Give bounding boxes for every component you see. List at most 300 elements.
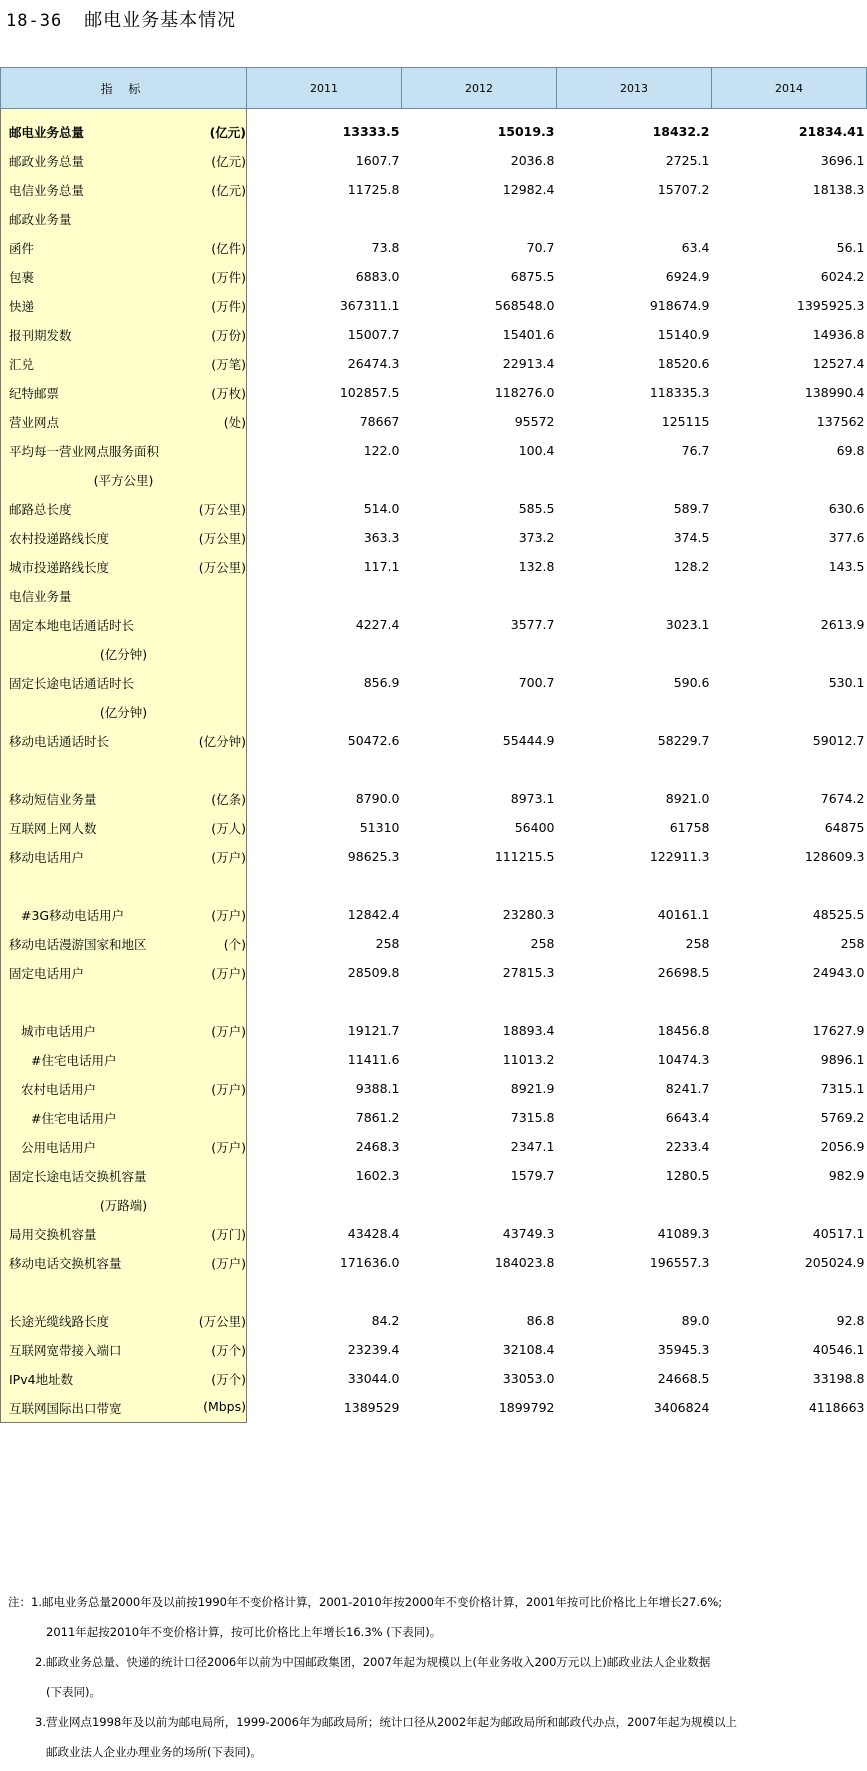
row-label [1,175,247,204]
row-name: 农村电话用户 [21,1081,97,1097]
value-cell: 43749.3 [502,1226,555,1241]
value-cell: 3577.7 [510,617,555,632]
value-cell: 9388.1 [355,1081,400,1096]
row-label [1,1335,247,1364]
value-cell [712,987,867,1016]
value-cell: 2613.9 [820,617,865,632]
value-cell: 89.0 [681,1313,710,1328]
value-cell [402,1277,557,1306]
row-label [1,958,247,987]
value-cell: 258 [530,936,555,951]
value-cell [712,1190,867,1219]
row-label [1,349,247,378]
row-label [1,1045,247,1074]
value-cell: 4118663 [808,1400,865,1416]
row-name: 邮路总长度 [9,501,72,517]
row-label [1,697,247,726]
table-row [1,871,867,900]
value-cell: 982.9 [828,1168,865,1183]
row-label [1,784,247,813]
value-cell: 70.7 [526,240,555,255]
value-cell: 4227.4 [355,617,400,632]
table-row [1,1277,867,1306]
value-cell: 171636.0 [339,1255,400,1270]
table-row [1,1074,867,1103]
table-row [1,610,867,639]
row-unit: (亿条) [211,791,246,807]
row-label [1,204,247,233]
value-cell: 7315.1 [820,1081,865,1096]
value-cell: 84.2 [371,1313,400,1328]
table-row [1,1016,867,1045]
value-cell: 63.4 [681,240,710,255]
value-cell [247,871,402,900]
value-cell: 69.8 [836,443,865,458]
table-row [1,494,867,523]
value-cell: 9896.1 [820,1052,865,1067]
row-unit: (处) [223,414,246,430]
value-cell: 2056.9 [820,1139,865,1154]
row-label [1,668,247,697]
row-unit: (万户) [211,849,246,865]
value-cell [402,871,557,900]
value-cell: 530.1 [828,675,865,690]
table-row [1,755,867,784]
row-name: 固定电话用户 [9,965,85,981]
row-label [1,1277,247,1306]
table-row [1,1219,867,1248]
row-name: 移动短信业务量 [9,791,97,807]
row-label [1,407,247,436]
row-label [1,320,247,349]
value-cell [557,639,712,668]
row-label [1,465,247,494]
row-label [1,523,247,552]
row-label [1,1306,247,1335]
value-cell: 11725.8 [347,182,400,197]
value-cell [402,581,557,610]
value-cell: 18456.8 [657,1023,710,1038]
row-label [1,639,247,668]
header-year: 2013 [557,68,712,109]
table-row [1,320,867,349]
row-label [1,1219,247,1248]
value-cell: 1389529 [343,1400,400,1416]
value-cell: 11013.2 [502,1052,555,1067]
value-cell: 6883.0 [355,269,400,284]
value-cell [402,697,557,726]
row-label [1,581,247,610]
row-label [1,436,247,465]
row-name: 快递 [9,298,35,314]
value-cell: 50472.6 [347,733,400,748]
value-cell: 43428.4 [347,1226,400,1241]
row-name: 移动电话通话时长 [9,733,110,749]
row-label [1,146,247,175]
value-cell: 374.5 [673,530,710,545]
footnote-line: 注：1.邮电业务总量2000年及以前按1990年不变价格计算，2001-2010年按2000年不变价格计算，2001年按可比价格比上年增长27.6%; [8,1595,723,1609]
row-unit: (Mbps) [203,1398,246,1414]
value-cell: 258 [685,936,710,951]
row-label [1,1132,247,1161]
value-cell: 1579.7 [510,1168,555,1183]
value-cell [712,1277,867,1306]
row-name: 包裹 [9,269,35,285]
value-cell: 73.8 [371,240,400,255]
row-name: 邮政业务总量 [9,153,85,169]
row-unit: (万个) [211,1371,246,1387]
row-label [1,610,247,639]
value-cell: 28509.8 [347,965,400,980]
row-unit: (亿元) [211,153,246,169]
value-cell: 51310 [359,820,400,835]
footnote-line: 邮政业法人企业办理业务的场所(下表同)。 [46,1745,262,1759]
value-cell: 55444.9 [502,733,555,748]
table-body [1,109,867,1423]
value-cell: 24668.5 [657,1371,710,1386]
table-row [1,349,867,378]
table-row [1,639,867,668]
row-unit: (亿元) [209,124,246,140]
value-cell: 8241.7 [665,1081,710,1096]
value-cell: 373.2 [518,530,555,545]
value-cell: 258 [840,936,865,951]
row-unit: (万公里) [198,501,246,517]
value-cell [557,697,712,726]
value-cell: 2233.4 [665,1139,710,1154]
value-cell: 6924.9 [665,269,710,284]
value-cell: 132.8 [518,559,555,574]
row-name: 营业网点 [9,414,60,430]
value-cell [557,755,712,784]
value-cell: 11411.6 [347,1052,400,1067]
row-label [1,233,247,262]
value-cell: 1395925.3 [796,298,865,313]
row-name: 纪特邮票 [9,385,60,401]
value-cell [402,1190,557,1219]
value-cell: 590.6 [673,675,710,690]
value-cell: 92.8 [836,1313,865,1328]
value-cell [557,871,712,900]
table-row [1,262,867,291]
row-label [1,109,247,147]
table-row [1,929,867,958]
value-cell [712,465,867,494]
row-unit: (万人) [211,820,246,836]
value-cell: 3406824 [653,1400,710,1416]
value-cell: 26698.5 [657,965,710,980]
value-cell: 630.6 [828,501,865,516]
row-name: 城市投递路线长度 [9,559,110,575]
row-unit: (万件) [211,269,246,285]
value-cell: 17627.9 [812,1023,865,1038]
value-cell: 1602.3 [355,1168,400,1183]
footnote-line: 2.邮政业务总量、快递的统计口径2006年以前为中国邮政集团，2007年起为规模以上(年业务收入200万元以上)邮政业法人企业数据 [35,1655,711,1669]
table-row [1,958,867,987]
row-label [1,987,247,1016]
table-row [1,378,867,407]
table-title [6,6,236,32]
table-row [1,291,867,320]
table-row [1,1364,867,1393]
row-name: 移动电话交换机容量 [9,1255,122,1271]
row-label [1,1393,247,1423]
value-cell: 2725.1 [665,153,710,168]
row-name: 互联网国际出口带宽 [9,1400,122,1416]
header-year: 2014 [712,68,867,109]
value-cell [402,639,557,668]
row-label [1,1074,247,1103]
header-row [1,68,867,109]
value-cell: 24943.0 [812,965,865,980]
value-cell [402,204,557,233]
table-row [1,1393,867,1423]
value-cell: 76.7 [681,443,710,458]
row-name: 公用电话用户 [21,1139,97,1155]
value-cell: 514.0 [363,501,400,516]
row-label [1,871,247,900]
row-unit: (亿件) [211,240,246,256]
header-year: 2011 [247,68,402,109]
row-name: 农村投递路线长度 [9,530,110,546]
value-cell: 128609.3 [804,849,865,864]
table-number: 18-36 [6,11,63,31]
row-unit: (万笔) [211,356,246,372]
value-cell: 2036.8 [510,153,555,168]
row-name: 互联网上网人数 [9,820,97,836]
value-cell [247,755,402,784]
row-unit: (平方公里) [93,472,154,488]
value-cell: 122.0 [363,443,400,458]
value-cell: 40517.1 [812,1226,865,1241]
value-cell: 12982.4 [502,182,555,197]
value-cell: 26474.3 [347,356,400,371]
value-cell: 118335.3 [649,385,710,400]
footnotes [8,1587,858,1767]
value-cell: 18520.6 [657,356,710,371]
value-cell: 118276.0 [494,385,555,400]
row-unit: (万路端) [99,1197,148,1213]
value-cell: 56.1 [836,240,865,255]
value-cell: 3696.1 [820,153,865,168]
value-cell: 61758 [669,820,710,835]
row-unit: (万户) [211,1139,246,1155]
row-name: 邮电业务总量 [9,124,85,140]
value-cell: 7861.2 [355,1110,400,1125]
table-row [1,668,867,697]
row-label [1,813,247,842]
value-cell [402,987,557,1016]
row-unit: (万公里) [198,530,246,546]
value-cell: 8921.9 [510,1081,555,1096]
value-cell: 143.5 [828,559,865,574]
row-unit: (万户) [211,1081,246,1097]
value-cell: 1280.5 [665,1168,710,1183]
value-cell: 23280.3 [502,907,555,922]
row-label [1,929,247,958]
value-cell: 568548.0 [494,298,555,313]
value-cell: 14936.8 [812,327,865,342]
value-cell: 35945.3 [657,1342,710,1357]
header-year: 2012 [402,68,557,109]
value-cell: 700.7 [518,675,555,690]
table-row [1,813,867,842]
row-label [1,378,247,407]
value-cell: 138990.4 [804,385,865,400]
value-cell: 1607.7 [355,153,400,168]
value-cell: 125115 [661,414,710,429]
value-cell [712,871,867,900]
row-unit: (亿分钟) [99,646,148,662]
statistics-table [0,67,867,1423]
value-cell: 64875 [824,820,865,835]
row-label [1,262,247,291]
value-cell: 41089.3 [657,1226,710,1241]
table-row [1,842,867,871]
row-label [1,1016,247,1045]
row-label [1,1190,247,1219]
value-cell: 8973.1 [510,791,555,806]
footnote-line: 2011年起按2010年不变价格计算，按可比价格比上年增长16.3% (下表同)。 [46,1625,442,1639]
value-cell [712,755,867,784]
value-cell: 1899792 [498,1400,555,1416]
value-cell: 111215.5 [494,849,555,864]
value-cell: 2468.3 [355,1139,400,1154]
row-unit: (亿元) [211,182,246,198]
value-cell: 918674.9 [649,298,710,313]
row-unit: (万户) [211,965,246,981]
row-unit: (万个) [211,1342,246,1358]
value-cell: 27815.3 [502,965,555,980]
value-cell: 13333.5 [342,124,400,139]
value-cell: 8921.0 [665,791,710,806]
value-cell: 137562 [816,414,865,429]
value-cell [247,1190,402,1219]
value-cell: 128.2 [673,559,710,574]
row-name: 函件 [9,240,35,256]
value-cell: 58229.7 [657,733,710,748]
row-name: 固定长途电话通话时长 [9,675,135,691]
row-label [1,1364,247,1393]
value-cell: 117.1 [363,559,400,574]
row-name: 局用交换机容量 [9,1226,97,1242]
row-unit: (万枚) [211,385,246,401]
value-cell: 205024.9 [804,1255,865,1270]
value-cell: 102857.5 [339,385,400,400]
row-name: 移动电话漫游国家和地区 [9,936,147,952]
row-label [1,1248,247,1277]
value-cell: 98625.3 [347,849,400,864]
table-row [1,1248,867,1277]
value-cell: 19121.7 [347,1023,400,1038]
value-cell: 196557.3 [649,1255,710,1270]
row-name: #3G移动电话用户 [21,907,125,923]
row-unit: (万公里) [198,1313,246,1329]
row-label [1,842,247,871]
value-cell: 59012.7 [812,733,865,748]
value-cell: 15007.7 [347,327,400,342]
table-row [1,436,867,465]
value-cell: 12842.4 [347,907,400,922]
value-cell: 3023.1 [665,617,710,632]
row-unit: (万户) [211,1023,246,1039]
value-cell: 21834.41 [798,124,865,139]
row-label [1,726,247,755]
row-unit: (万户) [211,1255,246,1271]
value-cell [557,1277,712,1306]
row-unit: (万户) [211,907,246,923]
value-cell: 12527.4 [812,356,865,371]
value-cell: 86.8 [526,1313,555,1328]
table-row [1,233,867,262]
row-label [1,755,247,784]
value-cell: 258 [375,936,400,951]
value-cell: 585.5 [518,501,555,516]
value-cell [247,639,402,668]
table-row [1,407,867,436]
value-cell [402,465,557,494]
row-name: 固定长途电话交换机容量 [9,1168,147,1184]
value-cell [402,755,557,784]
row-unit: (万份) [211,327,246,343]
table-row [1,109,867,147]
value-cell: 95572 [514,414,555,429]
value-cell: 7315.8 [510,1110,555,1125]
value-cell: 56400 [514,820,555,835]
value-cell [247,581,402,610]
value-cell: 15019.3 [497,124,555,139]
value-cell: 7674.2 [820,791,865,806]
value-cell [247,1277,402,1306]
table-row [1,552,867,581]
row-label [1,552,247,581]
value-cell: 33053.0 [502,1371,555,1386]
row-name: 固定本地电话通话时长 [9,617,135,633]
value-cell: 18138.3 [812,182,865,197]
value-cell: 48525.5 [812,907,865,922]
value-cell: 377.6 [828,530,865,545]
value-cell [712,639,867,668]
value-cell [247,204,402,233]
table-row [1,987,867,1016]
value-cell: 100.4 [518,443,555,458]
value-cell [557,987,712,1016]
value-cell: 22913.4 [502,356,555,371]
row-label [1,1103,247,1132]
header-indicator: 指 标 [1,68,247,109]
table-row [1,1335,867,1364]
table-row [1,784,867,813]
table-title-text: 邮电业务基本情况 [84,10,237,31]
value-cell: 15140.9 [657,327,710,342]
value-cell [712,581,867,610]
row-unit: (亿分钟) [198,733,246,749]
value-cell: 184023.8 [494,1255,555,1270]
value-cell: 8790.0 [355,791,400,806]
table-row [1,1045,867,1074]
value-cell: 122911.3 [649,849,710,864]
row-name: 移动电话用户 [9,849,85,865]
row-unit: (亿分钟) [99,704,148,720]
value-cell [247,987,402,1016]
table-row [1,175,867,204]
value-cell: 40161.1 [657,907,710,922]
value-cell: 363.3 [363,530,400,545]
value-cell: 23239.4 [347,1342,400,1357]
value-cell [247,465,402,494]
table-row [1,1161,867,1190]
footnote-line: (下表同)。 [46,1685,101,1699]
